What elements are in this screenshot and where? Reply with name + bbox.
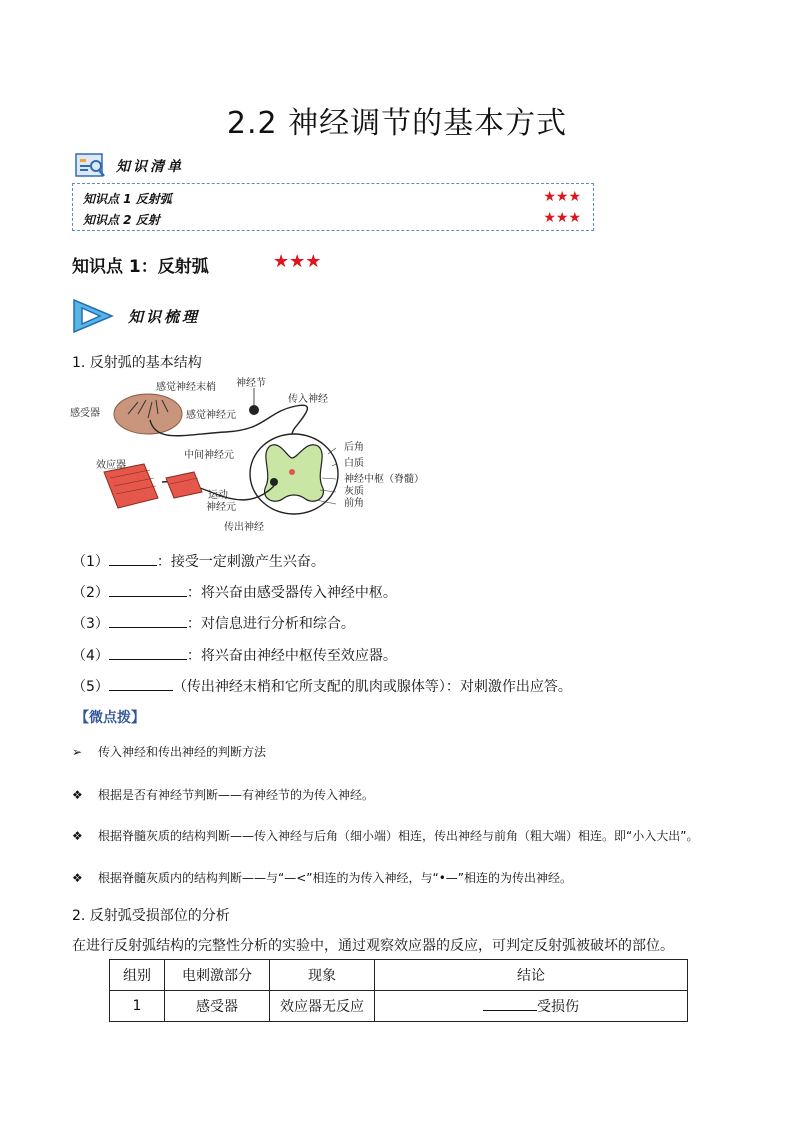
checklist-banner-label: 知识清单 (116, 159, 184, 175)
item-number: （1） (72, 554, 109, 570)
label-ganglion: 神经节 (236, 378, 266, 389)
answer-blank[interactable] (109, 676, 173, 691)
section-heading: 知识点 1：反射弧 (72, 257, 209, 277)
subheading-2: 2. 反射弧受损部位的分析 (72, 908, 230, 924)
table-cell (375, 991, 688, 1022)
item-text: ：将兴奋由神经中枢传至效应器。 (186, 648, 397, 664)
item-text: （传出神经末梢和它所支配的肌肉或腺体等）：对刺激作出应答。 (172, 679, 572, 695)
section-stars: ★★★ (273, 251, 322, 272)
tip-text: 根据脊髓灰质内的结构判断——与“—<”相连的为传入神经，与“•—”相连的为传出神经。 (98, 871, 573, 885)
fill-item-3 (72, 613, 355, 633)
item-number: （4） (72, 648, 109, 664)
reflex-arc-diagram (66, 374, 424, 540)
answer-blank[interactable] (109, 582, 187, 597)
tip-text: 传入神经和传出神经的判断方法 (98, 745, 267, 759)
label-receptor: 感受器 (70, 408, 100, 419)
conclusion-text: 受损伤 (537, 999, 579, 1015)
label-interneuron: 中间神经元 (184, 450, 234, 461)
page-title: 2.2 神经调节的基本方式 (226, 106, 568, 141)
tip-bullet-2 (72, 786, 374, 803)
lesion-analysis-table (109, 959, 688, 1022)
table-cell: 效应器无反应 (270, 991, 375, 1022)
label-sensory-ending: 感觉神经末梢 (156, 382, 216, 393)
label-motor-neuron-1: 运动 (208, 490, 228, 501)
item-number: （3） (72, 616, 109, 632)
table-row (110, 991, 688, 1022)
tip-bullet-4 (72, 869, 572, 886)
diamond-bullet-icon: ❖ (72, 829, 83, 843)
label-posterior-horn: 后角 (344, 442, 364, 453)
table-header-cell: 组别 (110, 960, 165, 991)
item-text: ：将兴奋由感受器传入神经中枢。 (186, 585, 397, 601)
checklist-item-2[interactable] (83, 211, 160, 228)
tip-heading: 【微点拨】 (75, 710, 145, 726)
checklist-banner (74, 152, 184, 180)
label-white-matter: 白质 (344, 458, 364, 469)
diamond-bullet-icon: ❖ (72, 871, 83, 885)
label-anterior-horn: 前角 (344, 498, 364, 509)
knowledge-checklist (72, 183, 594, 231)
answer-blank[interactable] (483, 996, 537, 1011)
checklist-item-1[interactable] (83, 190, 172, 207)
item-number: （2） (72, 585, 109, 601)
fill-item-2 (72, 582, 397, 602)
play-arrow-icon (70, 298, 118, 334)
arrow-bullet-icon: ➢ (72, 745, 83, 759)
item-text: ：对信息进行分析和综合。 (186, 616, 355, 632)
tip-text: 根据是否有神经节判断——有神经节的为传入神经。 (98, 788, 375, 802)
checklist-item-label: 知识点 2 反射 (83, 213, 160, 227)
label-sensory-neuron: 感觉神经元 (186, 410, 236, 421)
tip-text: 根据脊髓灰质的结构判断——传入神经与后角（细小端）相连，传出神经与前角（粗大端）相连。即“小入大出”。 (98, 829, 699, 843)
tip-bullet-1 (72, 743, 266, 760)
label-center: 神经中枢（脊髓） (344, 474, 424, 485)
table-header-cell: 电刺激部分 (165, 960, 270, 991)
fill-item-4 (72, 645, 397, 665)
combing-banner-label: 知识梳理 (128, 307, 201, 326)
table-cell: 1 (110, 991, 165, 1022)
label-effector: 效应器 (96, 460, 126, 471)
checklist-item-stars: ★★★ (543, 210, 581, 226)
label-efferent: 传出神经 (224, 522, 264, 533)
label-gray-matter: 灰质 (344, 486, 364, 497)
checklist-item-stars: ★★★ (543, 189, 581, 205)
label-motor-neuron-2: 神经元 (206, 502, 236, 513)
answer-blank[interactable] (109, 613, 187, 628)
diamond-bullet-icon: ❖ (72, 788, 83, 802)
ganglion-shape (249, 405, 259, 415)
checklist-icon (74, 152, 108, 180)
fill-item-5 (72, 676, 572, 696)
checklist-item-label: 知识点 1 反射弧 (83, 192, 172, 206)
table-header-row (110, 960, 688, 991)
label-afferent: 传入神经 (288, 394, 328, 405)
item-number: （5） (72, 679, 109, 695)
item-text: ：接受一定刺激产生兴奋。 (156, 554, 325, 570)
answer-blank[interactable] (109, 551, 157, 566)
table-header-cell: 现象 (270, 960, 375, 991)
receptor-shape (114, 394, 182, 434)
tip-bullet-3 (72, 827, 698, 844)
table-cell: 感受器 (165, 991, 270, 1022)
fill-item-1 (72, 551, 325, 571)
subheading-1: 1. 反射弧的基本结构 (72, 355, 202, 371)
answer-blank[interactable] (109, 645, 187, 660)
combing-banner (70, 298, 200, 334)
table-header-cell: 结论 (375, 960, 688, 991)
subheading-2-description: 在进行反射弧结构的完整性分析的实验中，通过观察效应器的反应，可判定反射弧被破坏的部位。 (72, 938, 674, 954)
